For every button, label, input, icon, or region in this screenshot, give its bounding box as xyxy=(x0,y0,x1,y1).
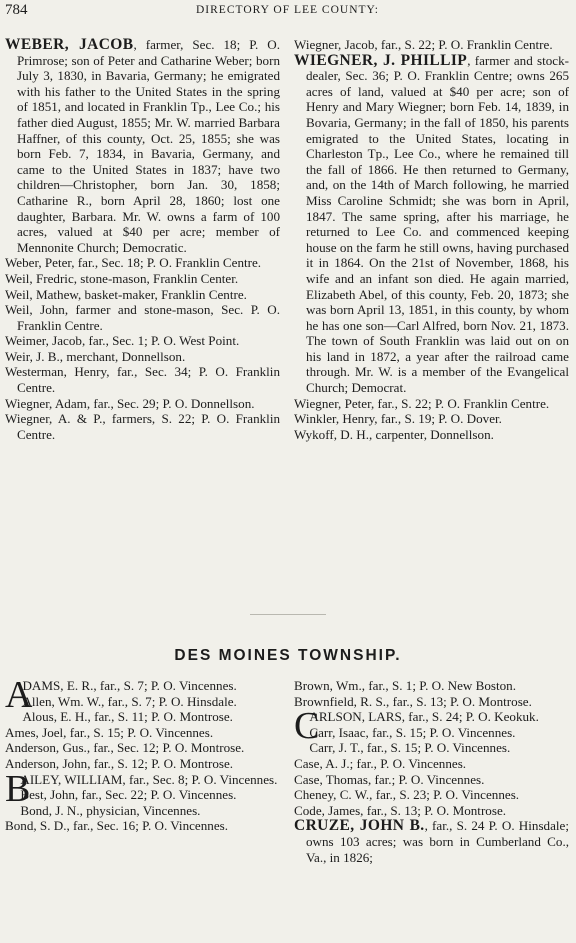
page-header xyxy=(5,2,570,22)
entry-name: WIEGNER, J. PHILLIP xyxy=(294,51,468,69)
entry-text: Weimer, Jacob, far., Sec. 1; P. O. West Point. xyxy=(5,333,240,349)
upper-left-column xyxy=(5,37,280,442)
lower-left-column xyxy=(5,674,280,834)
entry-text: Brown, Wm., far., S. 1; P. O. New Boston. xyxy=(294,678,516,693)
entry-text: , farmer and stock-dealer, Sec. 36; P. O. Franklin Centre; owns 265 acres of land, valued at $40 per acre; son of Henry and Mary Wiegner; born Feb. 14, 1839, in Bovaria, Germany; in the fall of 1850, his parents emigrated to the United States, locating in Charleston Tp., Lee Co., where he remained till the fall of 1866. He then returned to Germany, and, on the 14th of March following, he married Miss Caroline Schmidt; she was born in April, 1847. The same spring, after his marriage, he returned to Lee Co. and commenced keeping house on the farm he still owns, having purchased it in 1864. On the 21st of November, 1868, his wife and an infant son died. He again married, Elizabeth Abel, of this county, Feb. 20, 1873; she was born April 13, 1851, in this county, by whom he has one son—Carl Alfred, born Nov. 21, 1873. The town of South Franklin was laid out on on his land in 1872, a year after the railroad came through. Mr. W. is a member of the Evangelical Church; Democrat. xyxy=(306,52,569,396)
entry-text: Weir, J. B., merchant, Donnellson. xyxy=(5,348,186,364)
directory-entry xyxy=(294,756,569,772)
entry-text: Cheney, C. W., far., S. 23; P. O. Vincennes. xyxy=(294,787,520,803)
directory-entry xyxy=(5,740,280,756)
entry-text: Carr, Isaac, far., S. 15; P. O. Vincennes. xyxy=(309,724,516,740)
entry-text: Wykoff, D. H., carpenter, Donnellson. xyxy=(294,426,494,442)
directory-entry xyxy=(5,287,280,303)
directory-entry xyxy=(5,725,280,741)
entry-text: Wiegner, Adam, far., Sec. 29; P. O. Donnellson. xyxy=(5,395,255,411)
entry-text: Weil, John, farmer and stone-mason, Sec. P. O. Franklin Centre. xyxy=(5,302,280,333)
entry-text: Weber, Peter, far., Sec. 18; P. O. Franklin Centre. xyxy=(5,255,262,271)
directory-entry xyxy=(5,37,280,255)
directory-entry xyxy=(294,53,569,396)
drop-cap-letter: A xyxy=(5,674,33,716)
entry-text: Westerman, Henry, far., Sec. 34; P. O. Franklin Centre. xyxy=(5,364,280,396)
entry-text: DAMS, E. R., far., S. 7; P. O. Vincennes. xyxy=(22,678,237,693)
entry-text: Case, A. J.; far., P. O. Vincennes. xyxy=(294,755,467,771)
entry-text: Ames, Joel, far., S. 15; P. O. Vincennes. xyxy=(5,724,214,740)
drop-cap-letter: B xyxy=(5,767,31,810)
running-title: DIRECTORY OF LEE COUNTY: xyxy=(196,4,379,16)
entry-text: Wiegner, A. & P., farmers, S. 22; P. O. Franklin Centre. xyxy=(5,411,280,442)
directory-entry xyxy=(5,694,280,710)
entry-text: Allen, Wm. W., far., S. 7; P. O. Hinsdale. xyxy=(22,693,237,709)
entry-text: Best, John, far., Sec. 22; P. O. Vincennes. xyxy=(20,787,237,803)
directory-entry xyxy=(294,411,569,427)
entry-text: Anderson, Gus., far., Sec. 12; P. O. Montrose. xyxy=(5,740,245,756)
directory-entry xyxy=(294,427,569,443)
directory-entry xyxy=(5,411,280,442)
directory-entry xyxy=(5,803,280,819)
entry-text: Bond, S. D., far., Sec. 16; P. O. Vincennes. xyxy=(5,818,229,834)
entry-text: Wiegner, Peter, far., S. 22; P. O. Franklin Centre. xyxy=(294,395,550,411)
entry-text: Carr, J. T., far., S. 15; P. O. Vincennes. xyxy=(309,740,511,756)
directory-entry xyxy=(294,694,569,710)
entry-text: Bond, J. N., physician, Vincennes. xyxy=(20,802,201,818)
upper-right-column xyxy=(294,37,569,442)
directory-entry xyxy=(5,255,280,271)
directory-entry xyxy=(5,787,280,803)
directory-entry xyxy=(5,756,280,772)
entry-text: Case, Thomas, far.; P. O. Vincennes. xyxy=(294,771,485,787)
directory-entry xyxy=(5,302,280,333)
directory-entry xyxy=(5,333,280,349)
entry-text: Winkler, Henry, far., S. 19; P. O. Dover. xyxy=(294,411,502,427)
directory-entry xyxy=(294,37,569,53)
entry-text: Weil, Mathew, basket-maker, Franklin Centre. xyxy=(5,286,247,302)
entry-text: Wiegner, Jacob, far., S. 22; P. O. Franklin Centre. xyxy=(294,37,553,52)
page-number: 784 xyxy=(5,2,28,18)
directory-entry xyxy=(5,349,280,365)
entry-name: CRUZE, JOHN B. xyxy=(294,817,425,835)
entry-text: Code, James, far., S. 13; P. O. Montrose. xyxy=(294,802,507,818)
directory-entry xyxy=(294,787,569,803)
section-divider xyxy=(250,614,326,615)
directory-entry xyxy=(294,803,569,819)
entry-text: Brownfield, R. S., far., S. 13; P. O. Montrose. xyxy=(294,693,532,709)
entry-text: , far., S. 24 P. O. Hinsdale; owns 103 acres; was born in Cumberland Co., Va., in 1826; xyxy=(306,818,569,865)
lower-right-column xyxy=(294,678,569,865)
entry-text: , farmer, Sec. 18; P. O. Primrose; son of Peter and Catharine Weber; born July 3, 1830, in Bavaria, Germany; he emigrated with his father to the United States in the spring of 1851, and located in Franklin Tp., Lee Co.; his father died August, 1855; Mr. W. married Barbara Haffner, of this county, Oct. 25, 1855; she was born Feb. 7, 1834, in Bavaria, Germany, and came to the United States in 1837; have two children—Christopher, born Jan. 30, 1858; Catharine R., born April 28, 1860; lost one daughter, Barbara. Mr. W. owns a farm of 100 acres, valued at $40 per acre; member of Mennonite Church; Democratic. xyxy=(17,37,280,255)
entry-name: WEBER, JACOB xyxy=(5,36,134,53)
entry-text: Weil, Fredric, stone-mason, Franklin Center. xyxy=(5,270,239,286)
directory-entry xyxy=(5,818,280,834)
directory-entry xyxy=(294,772,569,788)
drop-cap-letter: C xyxy=(294,705,320,748)
directory-entry xyxy=(5,709,280,725)
directory-entry xyxy=(294,818,569,865)
section-title: DES MOINES TOWNSHIP. xyxy=(174,647,402,664)
entry-text: Anderson, John, far., S. 12; P. O. Montrose. xyxy=(5,755,234,771)
directory-entry xyxy=(5,364,280,395)
entry-text: ARLSON, LARS, far., S. 24; P. O. Keokuk. xyxy=(309,709,539,725)
entry-text: Alous, E. H., far., S. 11; P. O. Montrose. xyxy=(22,709,233,725)
entry-text: AILEY, WILLIAM, far., Sec. 8; P. O. Vincennes. xyxy=(20,771,278,787)
directory-entry xyxy=(294,678,569,694)
directory-entry xyxy=(294,396,569,412)
directory-entry xyxy=(5,396,280,412)
directory-entry xyxy=(294,740,569,756)
directory-entry xyxy=(294,725,569,741)
directory-entry xyxy=(5,271,280,287)
